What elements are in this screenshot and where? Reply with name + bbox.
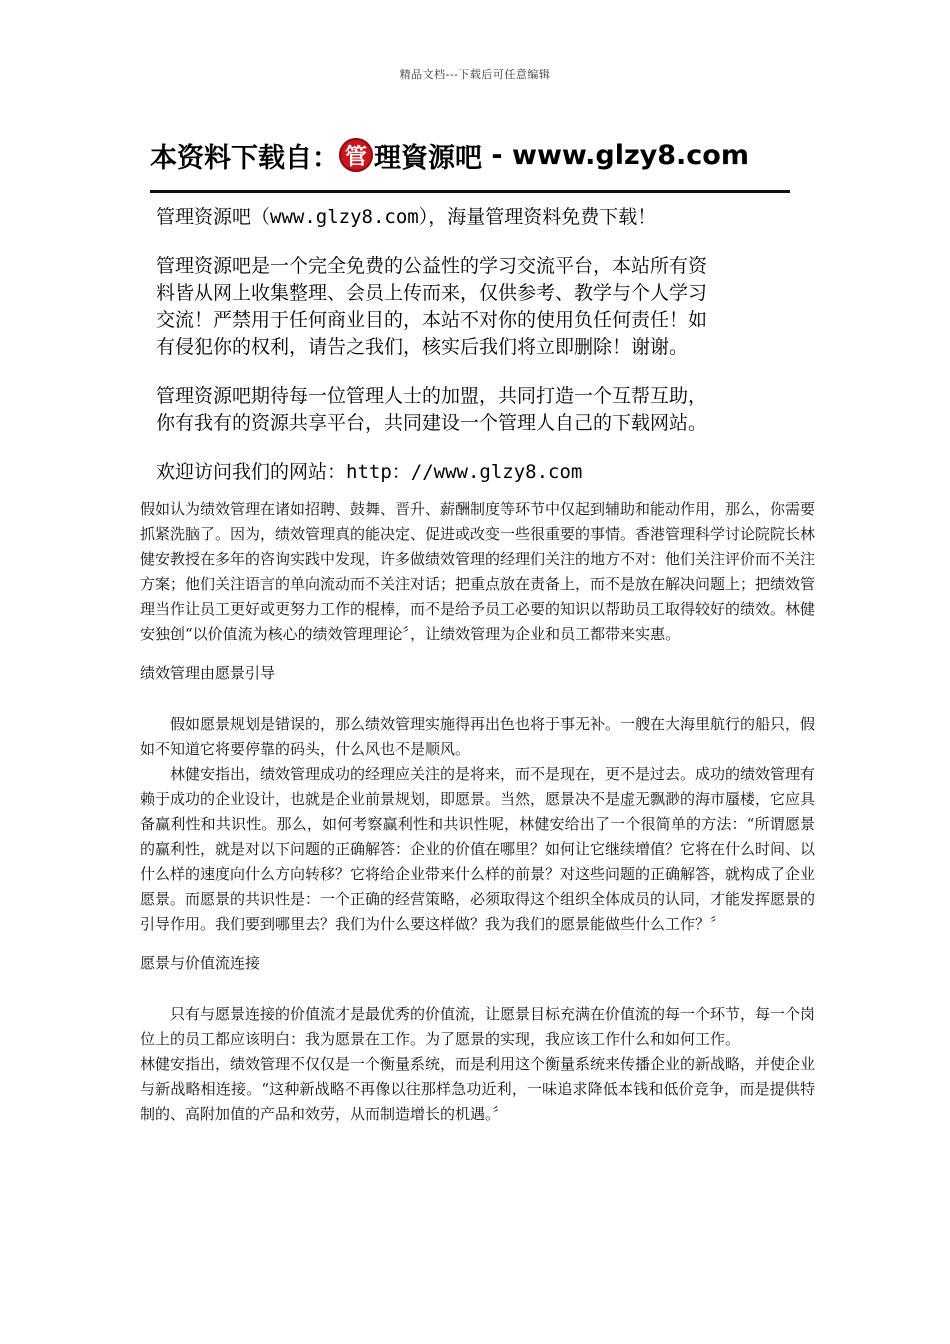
section-heading: 愿景与价值流连接 bbox=[140, 954, 261, 972]
banner-para2-line: 管理资源吧是一个完全免费的公益性的学习交流平台，本站所有资 bbox=[156, 255, 708, 277]
banner-para2-line: 有侵犯你的权利，请告之我们，核实后我们将立即删除！谢谢。 bbox=[156, 336, 689, 358]
paragraph: 假如愿景规划是错误的，那么绩效管理实施得再出色也将于事无补。一艘在大海里航行的船只，假如不知道它将要停靠的码头，什么风也不是顺风。 bbox=[140, 715, 816, 758]
banner-para3-line: 你有我有的资源共享平台，共同建设一个管理人自己的下载网站。 bbox=[156, 412, 708, 434]
banner-welcome-link[interactable]: 欢迎访问我们的网站：http：//www.glzy8.com bbox=[156, 461, 583, 483]
banner-title-prefix: 本资料下载自： bbox=[150, 142, 339, 174]
page-header: 精品文档---下载后可任意编辑 bbox=[399, 68, 551, 81]
paragraph: 只有与愿景连接的价值流才是最优秀的价值流，让愿景目标充满在价值流的每一个环节，每一个岗位上的员工都应该明白：我为愿景在工作。为了愿景的实现，我应该工作什么和如何工作。 bbox=[140, 1005, 816, 1048]
banner-divider bbox=[150, 190, 790, 193]
intro-paragraph: 假如认为绩效管理在诸如招聘、鼓舞、晋升、薪酬制度等环节中仅起到辅助和能动作用，那么，你需要抓紧洗脑了。因为，绩效管理真的能决定、促进或改变一些很重要的事情。香港管理科学讨论院院长林健安教授在多年的咨询实践中发现，许多做绩效管理的经理们关注的地方不对：他们关注评价而不关注方案；他们关注语言的单向流动而不关注对话；把重点放在责备上，而不是放在解决问题上；把绩效管理当作让员工更好或更努力工作的棍棒，而不是给予员工必要的知识以帮助员工取得较好的绩效。林健安独创“以价值流为核心的绩效管理理论〞，让绩效管理为企业和员工都带来实惠。 bbox=[140, 500, 816, 643]
site-logo bbox=[339, 136, 482, 175]
banner-title-url: - www.glzy8.com bbox=[482, 139, 749, 171]
logo-brand-text: 理資源吧 bbox=[374, 142, 482, 174]
banner-para2-line: 交流！严禁用于任何商业目的，本站不对你的使用负任何责任！如 bbox=[156, 309, 708, 331]
banner-para2-line: 料皆从网上收集整理、会员上传而来，仅供参考、教学与个人学习 bbox=[156, 282, 708, 304]
banner-title bbox=[150, 130, 790, 180]
banner-para3-line: 管理资源吧期待每一位管理人士的加盟，共同打造一个互帮互助， bbox=[156, 385, 708, 407]
paragraph: 林健安指出，绩效管理不仅仅是一个衡量系统，而是利用这个衡量系统来传播企业的新战略，并使企业与新战略相连接。“这种新战略不再像以往那样急功近利，一味追求降低本钱和低价竞争，而是提供特制的、高附加值的产品和效劳，从而制造增长的机遇。〞 bbox=[140, 1055, 816, 1123]
article-body bbox=[140, 497, 815, 1127]
logo-badge-icon: 管 bbox=[339, 138, 373, 172]
section-heading: 绩效管理由愿景引导 bbox=[140, 664, 276, 682]
download-banner bbox=[150, 130, 790, 483]
banner-body bbox=[156, 204, 796, 486]
banner-line-1: 管理资源吧（www.glzy8.com），海量管理资料免费下载！ bbox=[156, 206, 657, 228]
paragraph: 林健安指出，绩效管理成功的经理应关注的是将来，而不是现在，更不是过去。成功的绩效管理有赖于成功的企业设计，也就是企业前景规划，即愿景。当然，愿景决不是虚无飘渺的海市蜃楼，它应具备赢利性和共识性。那么，如何考察赢利性和共识性呢，林健安给出了一个很简单的方法：“所谓愿景的赢利性，就是对以下问题的正确解答：企业的价值在哪里？如何让它继续增值？它将在什么时间、以什么样的速度向什么方向转移？它将给企业带来什么样的前景？对这些问题的正确解答，就构成了企业愿景。而愿景的共识性是：一个正确的经营策略，必须取得这个组织全体成员的认同，才能发挥愿景的引导作用。我们要到哪里去？我们为什么要这样做？我为我们的愿景能做些什么工作？〞 bbox=[140, 765, 816, 933]
